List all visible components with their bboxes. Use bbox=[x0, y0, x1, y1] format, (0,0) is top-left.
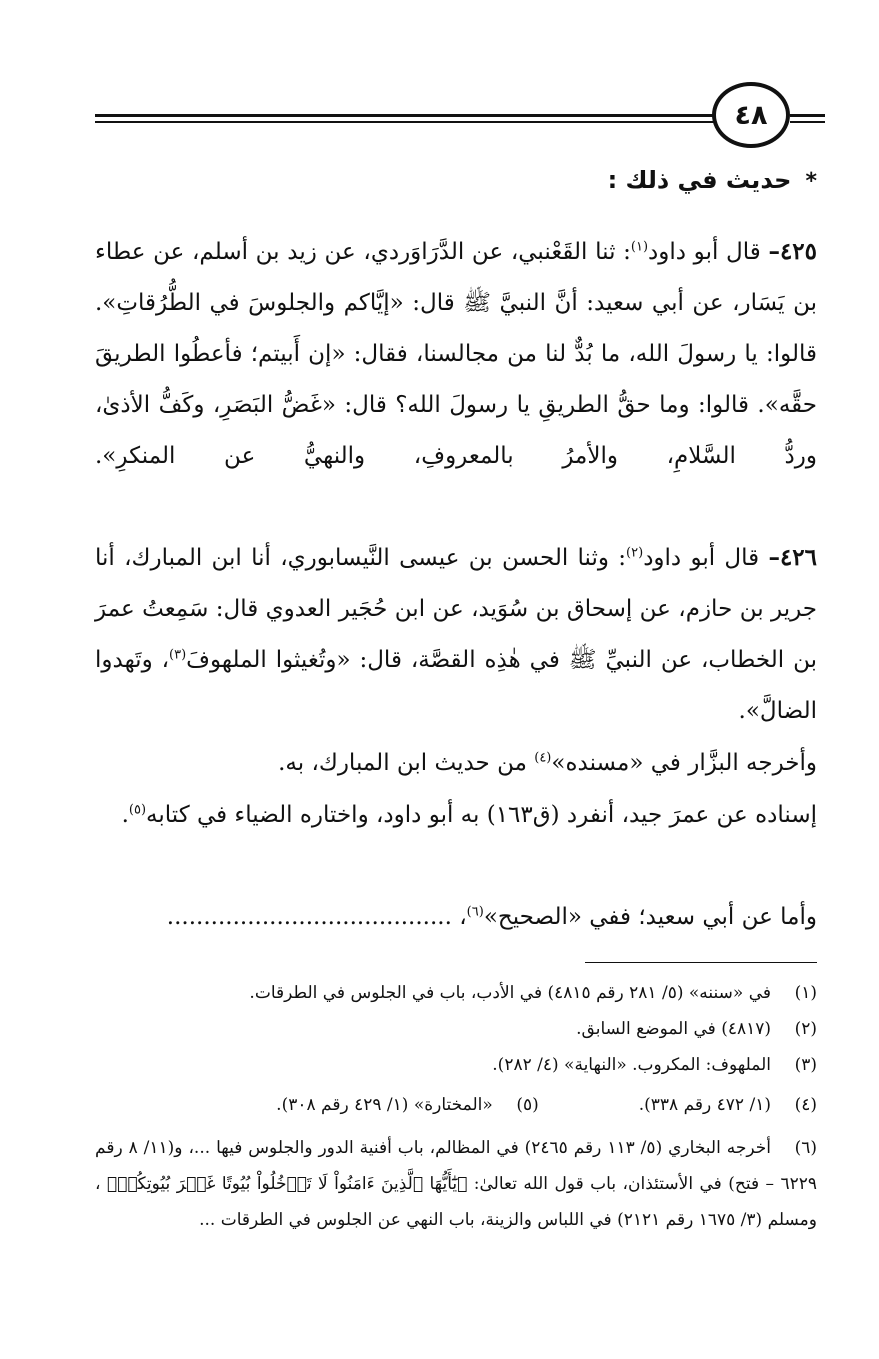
footnote-text: «المختارة» (١/ ٤٢٩ رقم ٣٠٨). bbox=[276, 1095, 493, 1115]
asterisk-icon: * bbox=[805, 169, 817, 194]
footnote-6 bbox=[95, 1130, 817, 1238]
paragraph-text: وأما عن أبي سعيد؛ ففي «الصحيح» bbox=[483, 904, 817, 930]
footnote-4-5 bbox=[95, 1088, 817, 1123]
footnote-number: (١) bbox=[794, 983, 817, 1003]
section-heading bbox=[95, 166, 817, 194]
page-number: ٤٨ bbox=[734, 99, 768, 131]
footnote-ref: (٦) bbox=[466, 904, 484, 920]
heading-text: حديث في ذلك : bbox=[607, 166, 792, 194]
hadith-425 bbox=[95, 226, 817, 482]
footnote-text: (١/ ٤٧٢ رقم ٣٣٨). bbox=[638, 1095, 771, 1115]
footnote-ref: (٤) bbox=[534, 750, 552, 766]
header-rule-top bbox=[95, 114, 715, 117]
hadith-text-start: قال أبو داود bbox=[643, 545, 760, 571]
hadith-text-body: : ثنا القَعْنبي، عن الدَّرَاوَردي، عن زيد بن أسلم، عن عطاء بن يَسَار، عن أبي سعيد: أنَّ النبيَّ ﷺ قال: «إيَّاكم والجلوسَ في الطُّرُقاتِ». قالوا: يا رسولَ الله، ما بُدٌّ لنا من مجالسنا، فقال: «إن أَبيتم؛ فأعطُوا الطريقَ حقَّه». قالوا: وما حقُّ الطريقِ يا رسولَ الله؟ قال: «غَضُّ البَصَرِ، وكَفُّ الأذىٰ، وردُّ السَّلامِ، والأمرُ بالمعروفِ، والنهيُّ عن المنكرِ». bbox=[95, 239, 817, 469]
header-rule-right-bottom bbox=[790, 121, 825, 123]
footnote-text: (٤٨١٧) في الموضع السابق. bbox=[576, 1019, 771, 1039]
hadith-number: ٤٢٦– bbox=[768, 544, 818, 571]
footnote-ref: (٣) bbox=[169, 647, 187, 663]
hadith-426 bbox=[95, 532, 817, 737]
footnote-text: الملهوف: المكروب. «النهاية» (٤/ ٢٨٢). bbox=[492, 1055, 771, 1075]
header-rule-right-top bbox=[790, 114, 825, 117]
paragraph-text-end: . bbox=[121, 802, 129, 828]
footnote-separator bbox=[585, 962, 817, 963]
footnote-text: أخرجه البخاري (٥/ ١١٣ رقم ٢٤٦٥) في المظالم، باب أفنية الدور والجلوس فيها ...، و(١١/ ٨ رقم ٦٢٢٩ – فتح) في الأستئذان، باب قول الله تعالىٰ: ﴿يَٰٓأَيُّهَا ٱلَّذِينَ ءَامَنُواْ لَا تَدۡخُلُواْ بُيُوتًا غَيۡرَ بُيُوتِكُمۡ﴾ ، ومسلم (٣/ ١٦٧٥ رقم ٢١٢١) في اللباس والزينة، باب النهي عن الجلوس في الطرقات ... bbox=[95, 1138, 817, 1230]
paragraph-abu-said bbox=[95, 892, 817, 943]
footnote-number: (٢) bbox=[794, 1019, 817, 1039]
header-rule-bottom bbox=[95, 121, 715, 123]
paragraph-text-end: ، ....................................... bbox=[166, 904, 467, 930]
paragraph-text-end: من حديث ابن المبارك، به. bbox=[278, 750, 535, 776]
footnote-number: (٣) bbox=[794, 1055, 817, 1075]
footnote-1 bbox=[95, 976, 817, 1011]
paragraph-text: إسناده عن عمرَ جيد، أنفرد (ق١٦٣) به أبو داود، واختاره الضياء في كتابه bbox=[146, 802, 817, 828]
page-number-badge bbox=[712, 82, 790, 148]
hadith-number: ٤٢٥– bbox=[768, 238, 817, 265]
footnote-3 bbox=[95, 1048, 817, 1083]
footnote-2 bbox=[95, 1012, 817, 1047]
footnote-number: (٦) bbox=[794, 1138, 817, 1158]
hadith-text-end: ، وتَهدوا الضالَّ». bbox=[95, 647, 817, 724]
footnote-number: (٥) bbox=[516, 1095, 539, 1115]
footnote-number: (٤) bbox=[794, 1095, 817, 1115]
footnote-ref: (١) bbox=[630, 239, 649, 255]
paragraph-isnad bbox=[95, 790, 817, 841]
paragraph-text: وأخرجه البزَّار في «مسنده» bbox=[551, 750, 817, 776]
footnote-text: في «سننه» (٥/ ٢٨١ رقم ٤٨١٥) في الأدب، باب في الجلوس في الطرقات. bbox=[249, 983, 771, 1003]
hadith-text-body: : وثنا الحسن بن عيسى النَّيسابوري، أنا ابن المبارك، أنا جرير بن حازم، عن إسحاق بن سُوَيد، عن ابن حُجَير العدوي قال: سَمِعتُ عمرَ بن الخطاب، عن النبيِّ ﷺ في هٰذِه القصَّة، قال: «وتُغيثوا الملهوفَ bbox=[95, 545, 817, 673]
paragraph-bazzar bbox=[95, 738, 817, 789]
footnote-ref: (٥) bbox=[128, 802, 147, 818]
footnote-ref: (٢) bbox=[626, 545, 644, 561]
hadith-text-start: قال أبو داود bbox=[648, 239, 761, 265]
